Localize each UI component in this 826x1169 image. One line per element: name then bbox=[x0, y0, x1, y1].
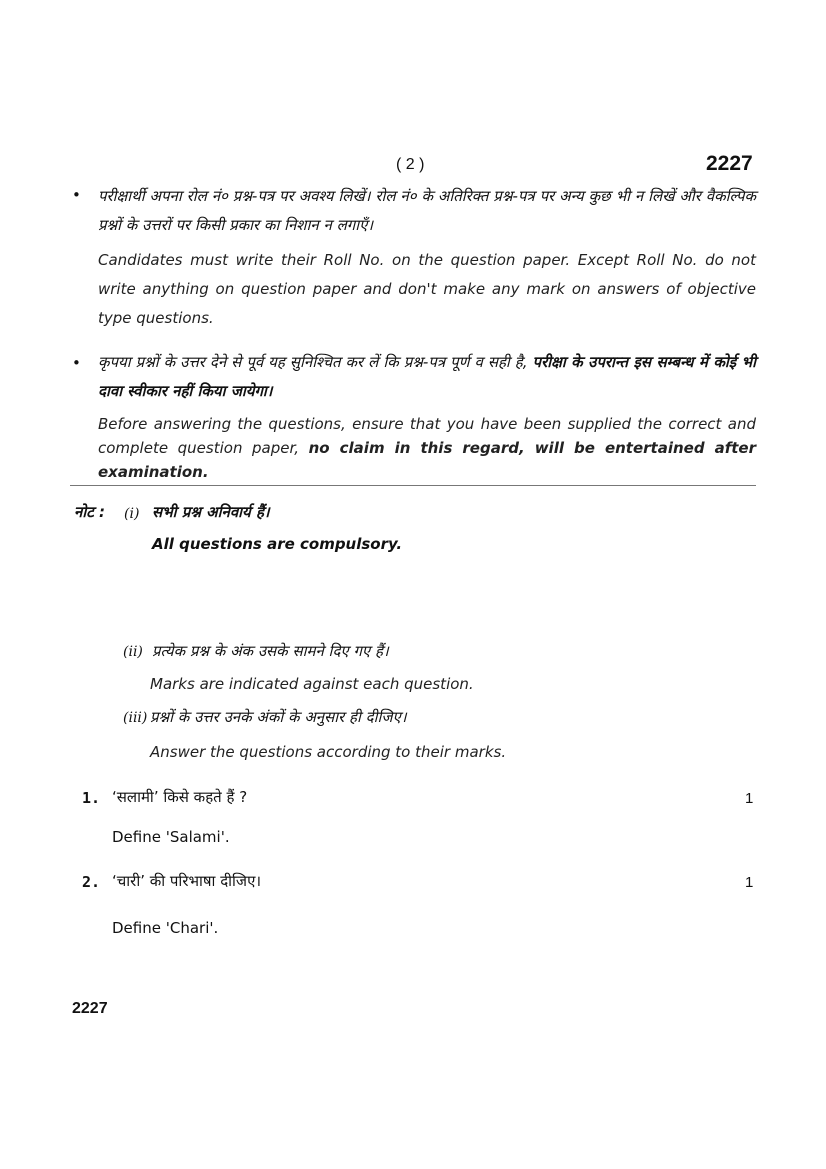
instruction-2-english-plain: Before answering the questions, ensure that you have been supplied the correct and complete question paper, bbox=[98, 415, 756, 457]
instruction-2-hindi-plain: कृपया प्रश्नों के उत्तर देने से पूर्व यह सुनिश्चित कर लें कि प्रश्न-पत्र पूर्ण व सही है, bbox=[98, 353, 533, 371]
note-1-english: All questions are compulsory. bbox=[152, 535, 403, 553]
note-label: नोट : bbox=[74, 503, 105, 521]
question-2-marks: 1 bbox=[745, 874, 754, 891]
bullet-1: • bbox=[72, 186, 81, 204]
instruction-2-english bbox=[98, 412, 756, 484]
question-2-english: Define 'Chari'. bbox=[112, 919, 219, 937]
instruction-1-hindi: परीक्षार्थी अपना रोल नं० प्रश्न-पत्र पर अवश्य लिखें। रोल नं० के अतिरिक्त प्रश्न-पत्र पर अन्य कुछ भी न लिखें और वैकल्पिक प्रश्नों के उत्तरों पर किसी प्रकार का निशान न लगाएँ। bbox=[98, 187, 756, 234]
instruction-2-hindi-bold: परीक्षा के उपरान्त इस सम्बन्ध में कोई भी दावा स्वीकार नहीं किया जायेगा। bbox=[98, 353, 756, 400]
note-numeral-3: (iii) bbox=[123, 710, 148, 726]
note-3-hindi: प्रश्नों के उत्तर उनके अंकों के अनुसार ही दीजिए। bbox=[150, 708, 407, 726]
note-2-hindi: प्रत्येक प्रश्न के अंक उसके सामने दिए गए हैं। bbox=[152, 642, 389, 660]
question-2-hindi: ‘चारी’ की परिभाषा दीजिए। bbox=[112, 872, 262, 890]
instruction-1-english: Candidates must write their Roll No. on the question paper. Except Roll No. do not write anything on question paper and don't make any mark on answers of objective type questions. bbox=[98, 251, 756, 327]
bullet-2: • bbox=[72, 354, 81, 372]
question-1-number: 1. bbox=[82, 789, 101, 807]
note-3-english: Answer the questions according to their marks. bbox=[150, 743, 507, 761]
page-number: ( 2 ) bbox=[396, 156, 425, 173]
paper-code-header: 2227 bbox=[706, 152, 753, 175]
paper-code-footer: 2227 bbox=[72, 1000, 108, 1017]
question-1-marks: 1 bbox=[745, 790, 754, 807]
note-numeral-1: (i) bbox=[124, 506, 140, 522]
instruction-2-english-bold: no claim in this regard, will be entertained after examination. bbox=[98, 439, 756, 481]
instruction-2-hindi bbox=[98, 348, 756, 406]
divider-line bbox=[70, 485, 756, 486]
question-1-hindi: ‘सलामी’ किसे कहते हैं ? bbox=[112, 788, 248, 806]
question-1-english: Define 'Salami'. bbox=[112, 828, 230, 846]
note-2-english: Marks are indicated against each question. bbox=[150, 675, 474, 693]
question-2-number: 2. bbox=[82, 873, 101, 891]
note-1-hindi: सभी प्रश्न अनिवार्य हैं। bbox=[152, 503, 270, 521]
note-numeral-2: (ii) bbox=[123, 644, 143, 660]
